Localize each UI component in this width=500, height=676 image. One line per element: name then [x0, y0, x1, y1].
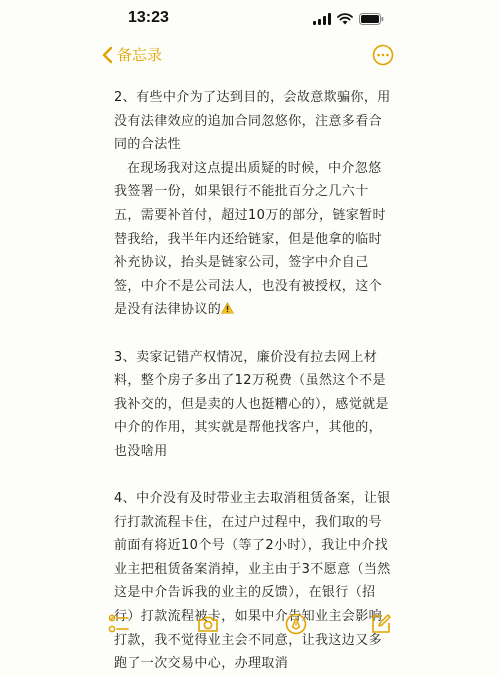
- compose-button[interactable]: [370, 613, 392, 635]
- markup-button[interactable]: [285, 613, 307, 635]
- status-time: 13:23: [128, 9, 169, 26]
- note-paragraph: 4、中介没有及时带业主去取消租赁备案，让银行打款流程卡住，在过户过程中，我们取的号前面有将近10个号（等了2小时），我让中介找业主把租赁备案消掉，业主由于3不愿意（当然这是中介告诉我的业主的反馈），在银行（招行）打款流程被卡，如果中介告知业主会影响打款，我不觉得业主会不同意，让我这边又多跑了一次交易中心，办理取消: [114, 491, 391, 672]
- checklist-icon: [108, 613, 130, 635]
- note-paragraph: 3、卖家记错产权情况，廉价没有拉去网上材料，整个房子多出了12万税费（虽然这个不是我补交的，但是卖的人也挺糟心的），感觉就是中介的作用，其实就是帮他找客户，其他的，也没啥用: [114, 349, 389, 459]
- navigation-bar: [0, 38, 500, 74]
- markup-pen-icon: [285, 613, 307, 635]
- compose-icon: [370, 613, 392, 635]
- note-body[interactable]: [114, 86, 392, 676]
- warning-icon: [221, 302, 234, 314]
- checklist-button[interactable]: [108, 613, 130, 635]
- bottom-toolbar: [0, 607, 500, 641]
- back-button[interactable]: [102, 44, 162, 65]
- note-paragraph: [114, 157, 392, 322]
- camera-icon: [197, 613, 219, 635]
- chevron-left-icon: [102, 46, 113, 64]
- wifi-icon: [337, 13, 353, 25]
- note-paragraph: 2、有些中介为了达到目的，会故意欺骗你，用没有法律效应的追加合同忽悠你，注意多看合同的合法性: [114, 90, 391, 153]
- status-icons: [313, 13, 384, 25]
- more-button[interactable]: [372, 44, 394, 66]
- note-paragraph-text: 在现场我对这点提出质疑的时候，中介忽悠我签署一份，如果银行不能批百分之几六十五，需要补首付，超过10万的部分，链家暂时替我给，我半年内还给链家，但是他拿的临时补充协议，抬头是链家公司，签字中介自己签，中介不是公司法人，也没有被授权，这个是没有法律协议的: [114, 160, 386, 318]
- ellipsis-circle-icon: [372, 44, 394, 66]
- camera-button[interactable]: [197, 613, 219, 635]
- signal-icon: [313, 13, 331, 25]
- status-bar: [0, 0, 500, 38]
- back-button-label: 备忘录: [117, 46, 163, 64]
- battery-icon: [359, 13, 384, 25]
